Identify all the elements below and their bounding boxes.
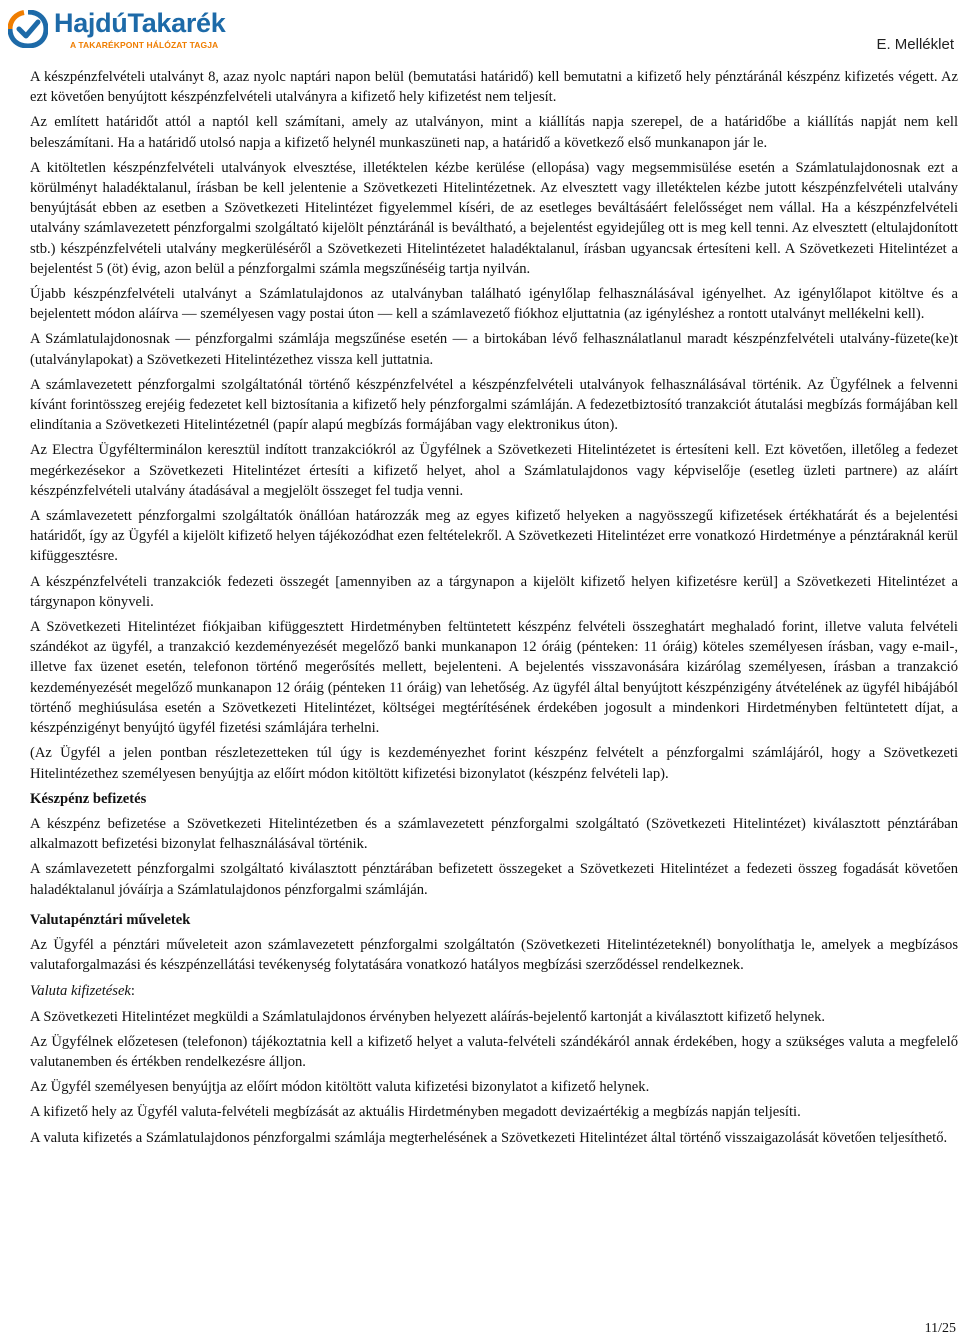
paragraph: A kifizető hely az Ügyfél valuta-felvételi megbízását az aktuális Hirdetményben megadott devizaértékig a megbízás napján teljesíti. [30, 1104, 801, 1121]
paragraph: Újabb készpénzfelvételi utalványt a Számlatulajdonos az utalványban található igénylőlap felhasználásával igényelhet. Az igénylőlapot kitöltve és a bejelentett módon aláírva — személyesen vagy postai úton — kell a számlavezető fiókhoz eljuttatnia (az igényléshez a rontott utalványt mellékelni kell). [30, 286, 958, 323]
logo-name: HajdúTakarék [54, 8, 226, 38]
paragraph: A számlavezetett pénzforgalmi szolgáltató kiválasztott pénztárában befizetett összegeket a Szövetkezeti Hitelintézet a fedezeti összeg fogadását követően haladéktalanul jóváírja a Számlatulajdonos pénzforgalmi számláján. [30, 861, 958, 898]
page-header [0, 0, 960, 62]
paragraph: A készpénz befizetése a Szövetkezeti Hitelintézetben és a számlavezetett pénzforgalmi szolgáltató (Szövetkezeti Hitelintézet) kiválasztott pénztárában alkalmazott befizetési bizonylat felhasználásával történik. [30, 815, 958, 853]
document-body [30, 67, 958, 1153]
page-number: 11/25 [924, 1321, 956, 1336]
paragraph: (Az Ügyfél a jelen pontban részletezetteken túl úgy is kezdeményezhet forint készpénz felvételt a pénzforgalmi számlájáról, hogy a Szövetkezeti Hitelintézethez személyesen benyújtja az előírt módon kitöltött kifizetési bizonylatot (készpénz felvételi lap). [30, 745, 958, 782]
paragraph: A készpénzfelvételi utalványt 8, azaz nyolc naptári napon belül (bemutatási határidő) kell bemutatni a kifizető hely pénztáránál készpénz kifizetés végett. Az ezt követően benyújtott készpénzfelvételi utalványra a kifizető hely kifizetést nem teljesít. [30, 69, 958, 106]
subheading-currency-payouts [30, 981, 958, 1001]
annex-label: E. Melléklet [876, 36, 954, 53]
logo-mark-icon [8, 10, 48, 48]
paragraph: Az Ügyfélnek előzetesen (telefonon) tájékoztatnia kell a kifizető helyet a valuta-felvételi szándékáról annak érdekében, hogy a szükséges valuta a megfelelő valutanemben és értékben rendelkezésre álljon. [30, 1033, 958, 1070]
paragraph: A Szövetkezeti Hitelintézet fiókjaiban kifüggesztett Hirdetményben feltüntetett készpénz felvételi összeghatárt meghaladó forint, illetve valuta felvételi szándékot az ügyfél, a tranzakció kezdeményezését megelőző banki munkanapon 12 óráig (pénteken: 11 óráig) köteles személyesen írásban, vagy e-mail-, illetve fax üzenet esetén, telefonon történő megerősítés mellett, bejelenteni. A bejelentés visszavonására kizárólag személyesen, írásban a tranzakció kezdeményezését megelőző munkanapon 12 óráig (pénteken 11 óráig) van lehetőség. Az ügyfél által benyújtott készpénzigény átvételének az ügyfél hibájából történő meghiúsulása esetén a Szövetkezeti Hitelintézet, költségei megtérítésének érdekében jogosult a mindenkori Hirdetményben feltüntetett díjat, a készpénzigényt benyújtó ügyfél fizetési számlájára terhelni. [30, 619, 958, 737]
paragraph: Az Ügyfél a pénztári műveleteit azon számlavezetett pénzforgalmi szolgáltatón (Szövetkezeti Hitelintézeteknél) bonyolíthatja le, amelyek a megbízásos valutaforgalmazási és készpénzellátási tevékenység folytatására vonatkozó hatályos megbízási szerződéssel rendelkeznek. [30, 936, 958, 974]
paragraph: A számlavezetett pénzforgalmi szolgáltatónál történő készpénzfelvétel a készpénzfelvételi utalványok felhasználásával történik. Az Ügyfélnek a felvenni kívánt forintösszeg erejéig fedezetet kell biztosítania a kifizető hely pénzforgalmi számláján. A fedezetbiztosító tranzakciót átutalási megbízás formájában kell elindítania a Szövetkezeti Hitelintézetnél (papír alapú megbízás formájában vagy elektronikus úton). [30, 376, 958, 434]
section-heading-fx: Valutapénztári műveletek [30, 911, 191, 928]
hajdu-takarek-logo [8, 8, 226, 52]
paragraph: A Számlatulajdonosnak — pénzforgalmi számlája megszűnése esetén — a birtokában lévő felhasználatlanul maradt készpénzfelvételi utalvány-füzete(ke)t (utalványlapokat) a Szövetkezeti Hitelintézethez vissza kell juttatnia. [30, 331, 958, 368]
paragraph: A kitöltetlen készpénzfelvételi utalványok elvesztése, illetéktelen kézbe kerülése (ellopása) vagy megsemmisülése esetén a Számlatulajdonosnak ezt a körülményt haladéktalanul, írásban be kell jelentenie a Szövetkezeti Hitelintézetnek. Az elvesztett vagy illetéktelen kézbe jutott készpénzfelvételi utalvány benyújtását ebben az esetben a Szövetkezeti Hitelintézet figyelemmel kíséri, de az esetleges beváltásáért felelősséget nem vállal. Ha a készpénzfelvételi utalvány számlavezetett pénzforgalmi szolgáltató kijelölt pénztáránál is beváltható, a bejelentést egyidejűleg ott is meg kell tenni. Az elvesztett (eltulajdonított stb.) készpénzfelvételi utalvány megkerüléséről a Szövetkezeti Hitelintézetet haladéktalanul, írásban ugyancsak értesíteni kell. A Szövetkezeti Hitelintézet a bejelentést 5 (öt) évig, azon belül a pénzforgalmi számla megszűnéséig tartja nyilván. [30, 159, 958, 277]
subheading-text: Valuta kifizetések [30, 983, 131, 1000]
paragraph: A készpénzfelvételi tranzakciók fedezeti összegét [amennyiben az a tárgynapon a kijelölt kifizető helyen kifizetésre kerül] a Szövetkezeti Hitelintézet a tárgynapon könyveli. [30, 573, 958, 610]
section-heading-cash-deposit: Készpénz befizetés [30, 790, 147, 807]
paragraph: Az Electra Ügyfélterminálon keresztül indított tranzakciókról az Ügyfélnek a Szövetkezeti Hitelintézetet is értesíteni kell. Ezt követően, illetőleg a fedezet megérkezésekor a Szövetkezeti Hitelintézet értesíti a kifizető helyet, ahol a Számlatulajdonos vagy képviselője (esetleg üzleti partnere) az aláírt készpénzfelvételi utalvány átadásával a megjelölt összeget fel tudja venni. [30, 442, 958, 499]
logo-tagline: A TAKARÉKPONT HÁLÓZAT TAGJA [70, 40, 219, 50]
paragraph: Az említett határidőt attól a naptól kell számítani, amely az utalványon, mint a kiállítás napja szerepel, de a határidőbe a kiállítás napját nem kell beleszámítani. Ha a határidő utolsó napja a kifizető helynél munkaszüneti nap, a határidő a következő első munkanapon jár le. [30, 114, 958, 151]
subheading-suffix: : [130, 983, 135, 1000]
paragraph: A valuta kifizetés a Számlatulajdonos pénzforgalmi számlája megterhelésének a Szövetkezeti Hitelintézet által történő visszaigazolását követően teljesíthető. [30, 1129, 948, 1146]
paragraph: A Szövetkezeti Hitelintézet megküldi a Számlatulajdonos érvényben helyezett aláírás-bejelentő kartonját a kiválasztott kifizető helynek. [30, 1008, 826, 1025]
paragraph: Az Ügyfél személyesen benyújtja az előírt módon kitöltött valuta kifizetési bizonylatot a kifizető helynek. [30, 1079, 650, 1096]
paragraph: A számlavezetett pénzforgalmi szolgáltatók önállóan határozzák meg az egyes kifizető helyeken a nagyösszegű kifizetések értékhatárát és a bejelentési határidőt, így az Ügyfél a kijelölt kifizető helyen tájékozódhat ezen feltételekről. A Szövetkezeti Hitelintézet erre vonatkozó Hirdetménye a pénztáraknál kerül kifüggesztésre. [30, 508, 958, 565]
